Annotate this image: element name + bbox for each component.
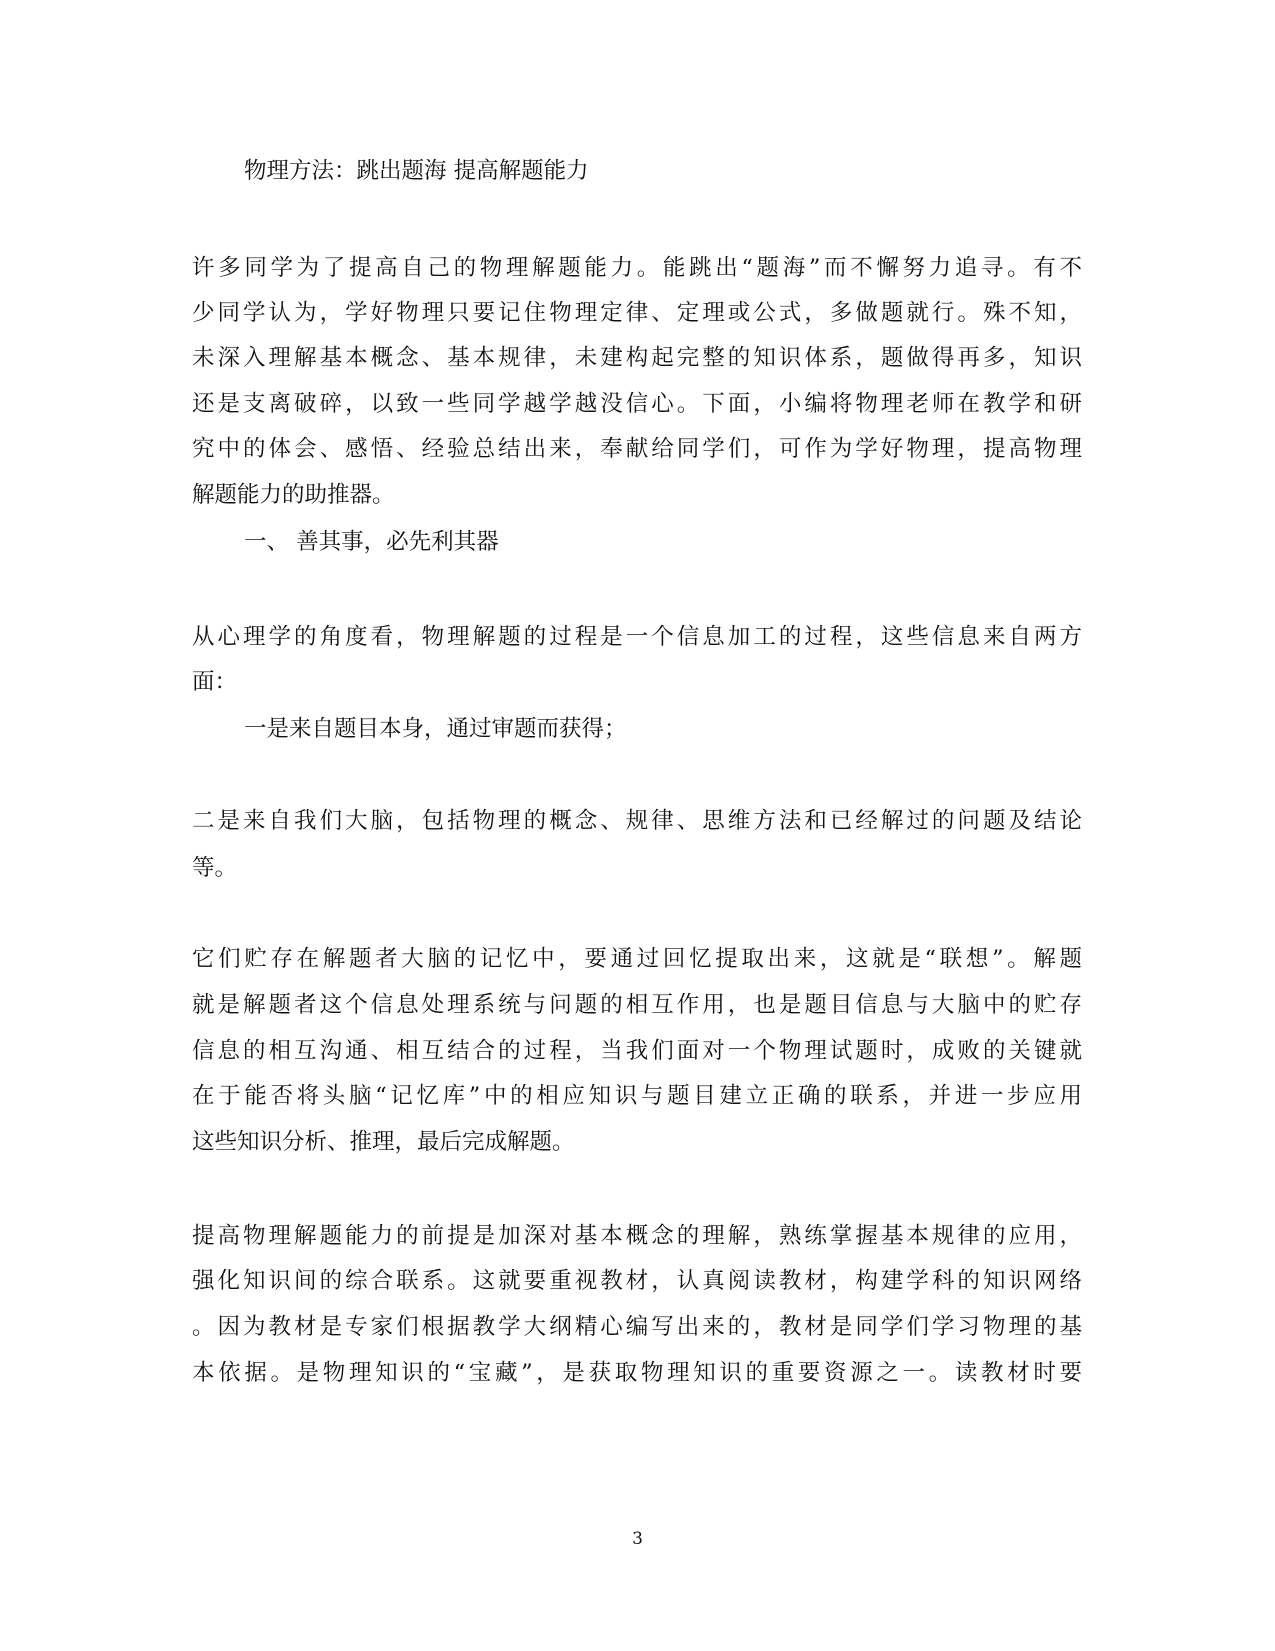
page-number: 3 bbox=[632, 1529, 643, 1549]
text-line: 从心理学的角度看，物理解题的过程是一个信息加工的过程，这些信息来自两方 bbox=[192, 624, 1082, 650]
text-line: 未深入理解基本概念、基本规律，未建构起完整的知识体系，题做得再多，知识 bbox=[192, 345, 1082, 371]
text-line: 少同学认为，学好物理只要记住物理定律、定理或公式，多做题就行。殊不知， bbox=[192, 300, 1082, 326]
text-line: 等。 bbox=[192, 855, 238, 881]
paragraph-source-one: 一是来自题目本身，通过审题而获得； bbox=[244, 716, 627, 742]
text-line: 它们贮存在解题者大脑的记忆中，要通过回忆提取出来，这就是“联想”。解题 bbox=[192, 946, 1082, 972]
text-line: 本依据。是物理知识的“宝藏”，是获取物理知识的重要资源之一。读教材时要 bbox=[192, 1360, 1082, 1386]
section-heading: 一、 善其事，必先利其器 bbox=[244, 529, 499, 555]
text-line: 。因为教材是专家们根据教学大纲精心编写出来的，教材是同学们学习物理的基 bbox=[192, 1314, 1082, 1340]
text-line: 在于能否将头脑“记忆库”中的相应知识与题目建立正确的联系，并进一步应用 bbox=[192, 1083, 1082, 1109]
text-line: 就是解题者这个信息处理系统与问题的相互作用，也是题目信息与大脑中的贮存 bbox=[192, 992, 1082, 1018]
text-line: 面： bbox=[192, 669, 238, 695]
text-line: 二是来自我们大脑，包括物理的概念、规律、思维方法和已经解过的问题及结论 bbox=[192, 808, 1082, 834]
text-line: 还是支离破碎，以致一些同学越学越没信心。下面，小编将物理老师在教学和研 bbox=[192, 391, 1082, 417]
text-line: 究中的体会、感悟、经验总结出来，奉献给同学们，可作为学好物理，提高物理 bbox=[192, 436, 1082, 462]
text-line: 提高物理解题能力的前提是加深对基本概念的理解，熟练掌握基本规律的应用， bbox=[192, 1223, 1082, 1249]
text-line: 许多同学为了提高自己的物理解题能力。能跳出“题海”而不懈努力追寻。有不 bbox=[192, 255, 1082, 281]
text-line: 这些知识分析、推理，最后完成解题。 bbox=[192, 1129, 575, 1155]
text-line: 信息的相互沟通、相互结合的过程，当我们面对一个物理试题时，成败的关键就 bbox=[192, 1038, 1082, 1064]
document-title: 物理方法：跳出题海 提高解题能力 bbox=[244, 158, 589, 184]
text-line: 解题能力的助推器。 bbox=[192, 482, 395, 508]
text-line: 强化知识间的综合联系。这就要重视教材，认真阅读教材，构建学科的知识网络 bbox=[192, 1268, 1082, 1294]
